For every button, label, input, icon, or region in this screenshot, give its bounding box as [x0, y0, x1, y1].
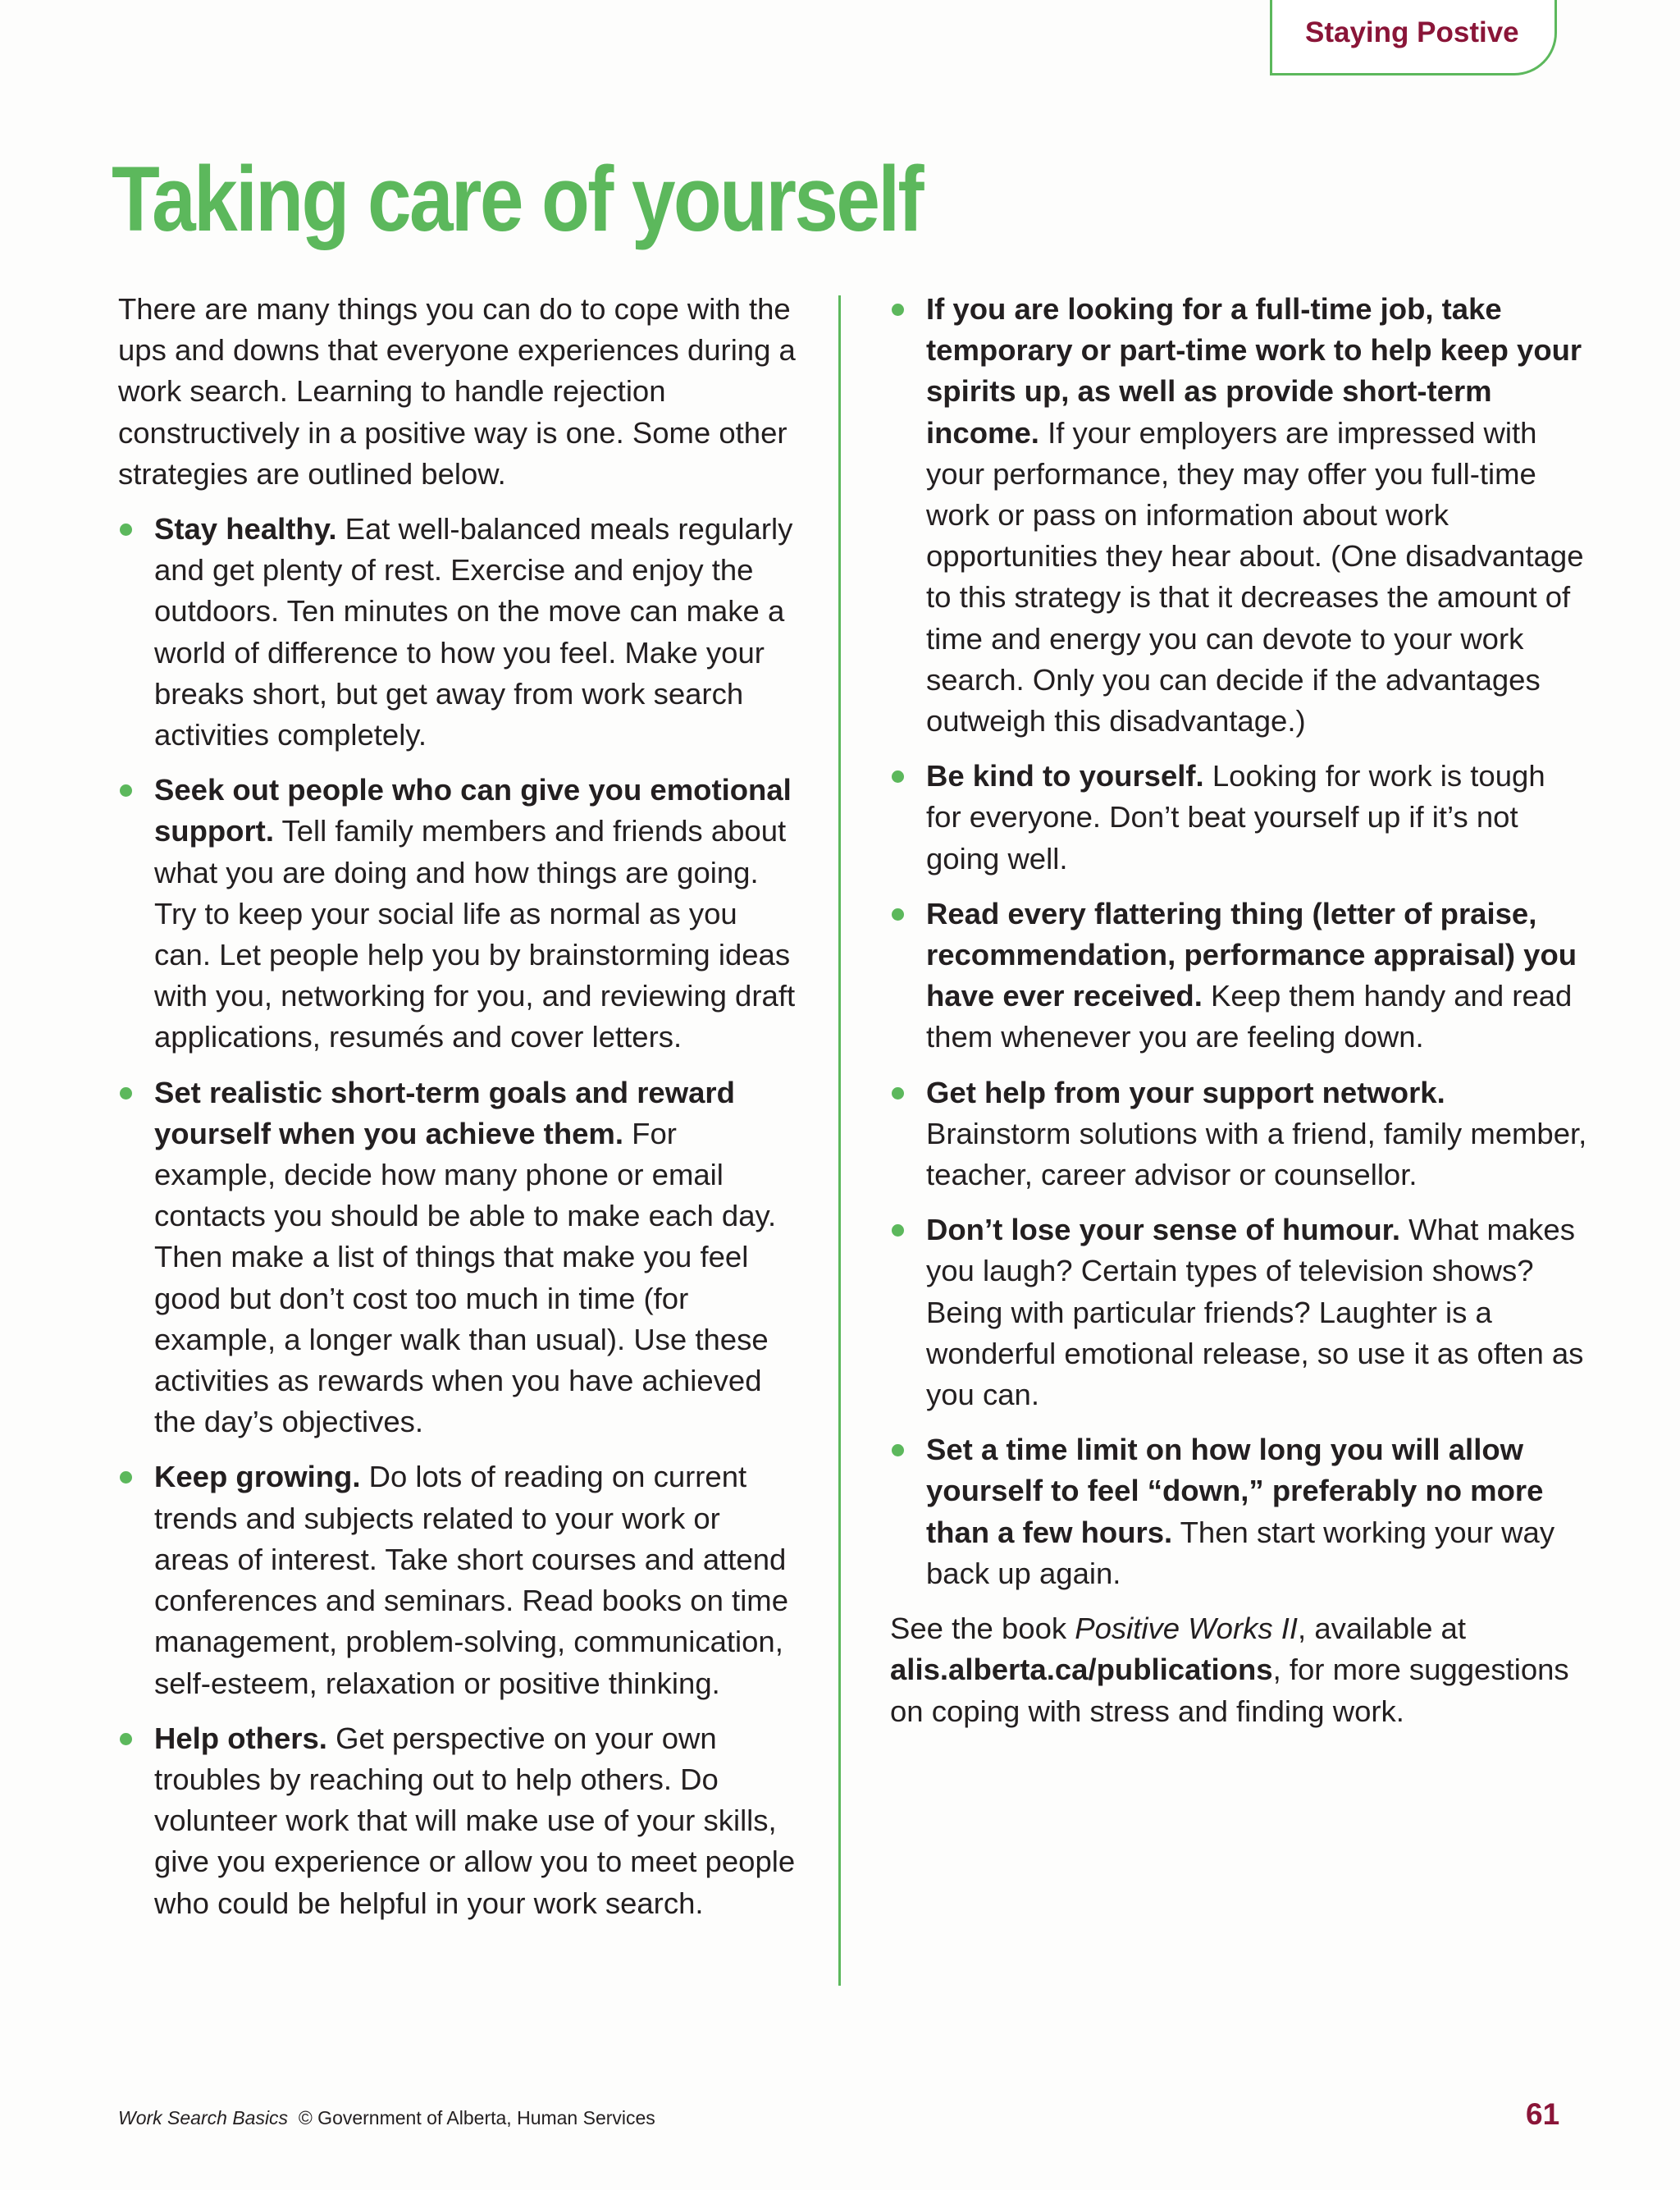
item-lead: Keep growing.: [154, 1460, 361, 1494]
item-lead: Don’t lose your sense of humour.: [926, 1213, 1400, 1247]
bullet-icon: [892, 908, 904, 921]
item-lead: Stay healthy.: [154, 512, 337, 546]
item-lead: Help others.: [154, 1721, 327, 1755]
bullet-icon: [892, 1224, 904, 1237]
bullet-icon: [120, 784, 132, 797]
item-text: Then start working your way back up again.: [926, 1515, 1555, 1590]
list-item: [890, 1429, 1587, 1594]
list-item: [890, 1072, 1587, 1196]
closing-prefix: See the book: [890, 1612, 1075, 1646]
intro-paragraph: There are many things you can do to cope with the ups and downs that everyone experiences during a work search. Learning to handle rejection constructively in a positive way is one. Some other strategies are outlined below.: [118, 292, 796, 491]
item-lead: Set a time limit on how long you will allow yourself to feel “down,” preferably no more than a few hours.: [926, 1433, 1544, 1549]
item-text: Get perspective on your own troubles by reaching out to help others. Do volunteer work that will make use of your skills, give you experience or allow you to meet people who could be helpful in your work search.: [154, 1721, 796, 1920]
closing-suffix: , for more suggestions on coping with stress and finding work.: [890, 1653, 1569, 1728]
list-item: [118, 1072, 799, 1443]
book-title: Positive Works II: [1075, 1612, 1299, 1646]
list-item: [118, 770, 799, 1058]
item-lead: If you are looking for a full-time job, take temporary or part-time work to help keep your spirits up, as well as provide short-term income.: [926, 292, 1582, 450]
bullet-icon: [892, 1444, 904, 1456]
list-item: [890, 289, 1587, 742]
section-tab-label: Staying Postive: [1305, 16, 1519, 48]
item-text: For example, decide how many phone or email contacts you should be able to make each day. Then make a list of things that make you feel good but don’t cost too much in time (for example, a longer walk than usual). Use these activities as rewards when you have achieved the day’s objectives.: [154, 1116, 777, 1439]
item-lead: Set realistic short-term goals and reward yourself when you achieve them.: [154, 1075, 735, 1150]
bullet-icon: [120, 1087, 132, 1100]
item-lead: Get help from your support network.: [926, 1075, 1445, 1109]
item-text: Do lots of reading on current trends and subjects related to your work or areas of interest. Take short courses and attend conferences and seminars. Read books on time management, problem-solving, communication, self-esteem, relaxation or positive thinking.: [154, 1460, 789, 1700]
left-column: [118, 289, 799, 1938]
list-item: [890, 756, 1587, 880]
left-strategy-list: [118, 509, 799, 1924]
item-text: Tell family members and friends about what you are doing and how things are going. Try to keep your social life as normal as you can. Let people help you by brainstorming ideas with you, networking for you, and reviewing draft applications, resumés and cover letters.: [154, 814, 796, 1054]
right-strategy-list: [890, 289, 1587, 1594]
list-item: [118, 1718, 799, 1924]
list-item: [890, 1209, 1587, 1415]
item-text: Keep them handy and read them whenever you are feeling down.: [926, 979, 1573, 1054]
bullet-icon: [892, 1087, 904, 1100]
bullet-icon: [120, 1733, 132, 1745]
bullet-icon: [892, 770, 904, 783]
item-text: What makes you laugh? Certain types of television shows? Being with particular friends? Laughter is a wonderful emotional release, so use it as often as you can.: [926, 1213, 1584, 1412]
item-text: Eat well-balanced meals regularly and get plenty of rest. Exercise and enjoy the outdoors. Ten minutes on the move can make a world of difference to how you feel. Make your breaks short, but get away from work search activities completely.: [154, 512, 793, 752]
page-title: Taking care of yourself: [112, 148, 923, 250]
bullet-icon: [892, 304, 904, 316]
page-number: 61: [1526, 2097, 1560, 2131]
column-divider: [838, 295, 841, 1986]
bullet-icon: [120, 523, 132, 536]
closing-middle: , available at: [1298, 1612, 1466, 1646]
section-tab: [1270, 0, 1557, 75]
item-text: If your employers are impressed with your performance, they may offer you full-time work or pass on information about work opportunities they hear about. (One disadvantage to this strategy is that it decreases the amount of time and energy you can devote to your work search. Only you can decide if the advantages outweigh this disadvantage.): [926, 415, 1584, 738]
publication-name: Work Search Basics: [118, 2107, 289, 2128]
copyright-text: © Government of Alberta, Human Services: [288, 2107, 655, 2128]
list-item: [118, 1456, 799, 1703]
list-item: [118, 509, 799, 756]
bullet-icon: [120, 1471, 132, 1484]
list-item: [890, 894, 1587, 1058]
closing-paragraph: [890, 1608, 1587, 1732]
item-text: Looking for work is tough for everyone. Don’t beat yourself up if it’s not going well.: [926, 759, 1545, 876]
item-lead: Seek out people who can give you emotional support.: [154, 773, 792, 848]
footer-credit: [118, 2107, 655, 2129]
item-text: Brainstorm solutions with a friend, family member, teacher, career advisor or counsellor.: [926, 1116, 1587, 1192]
item-lead: Be kind to yourself.: [926, 759, 1204, 793]
right-column: [890, 289, 1587, 1746]
item-lead: Read every flattering thing (letter of praise, recommendation, performance appraisal) you have ever received.: [926, 896, 1577, 1013]
publications-link[interactable]: alis.alberta.ca/publications: [890, 1653, 1273, 1687]
